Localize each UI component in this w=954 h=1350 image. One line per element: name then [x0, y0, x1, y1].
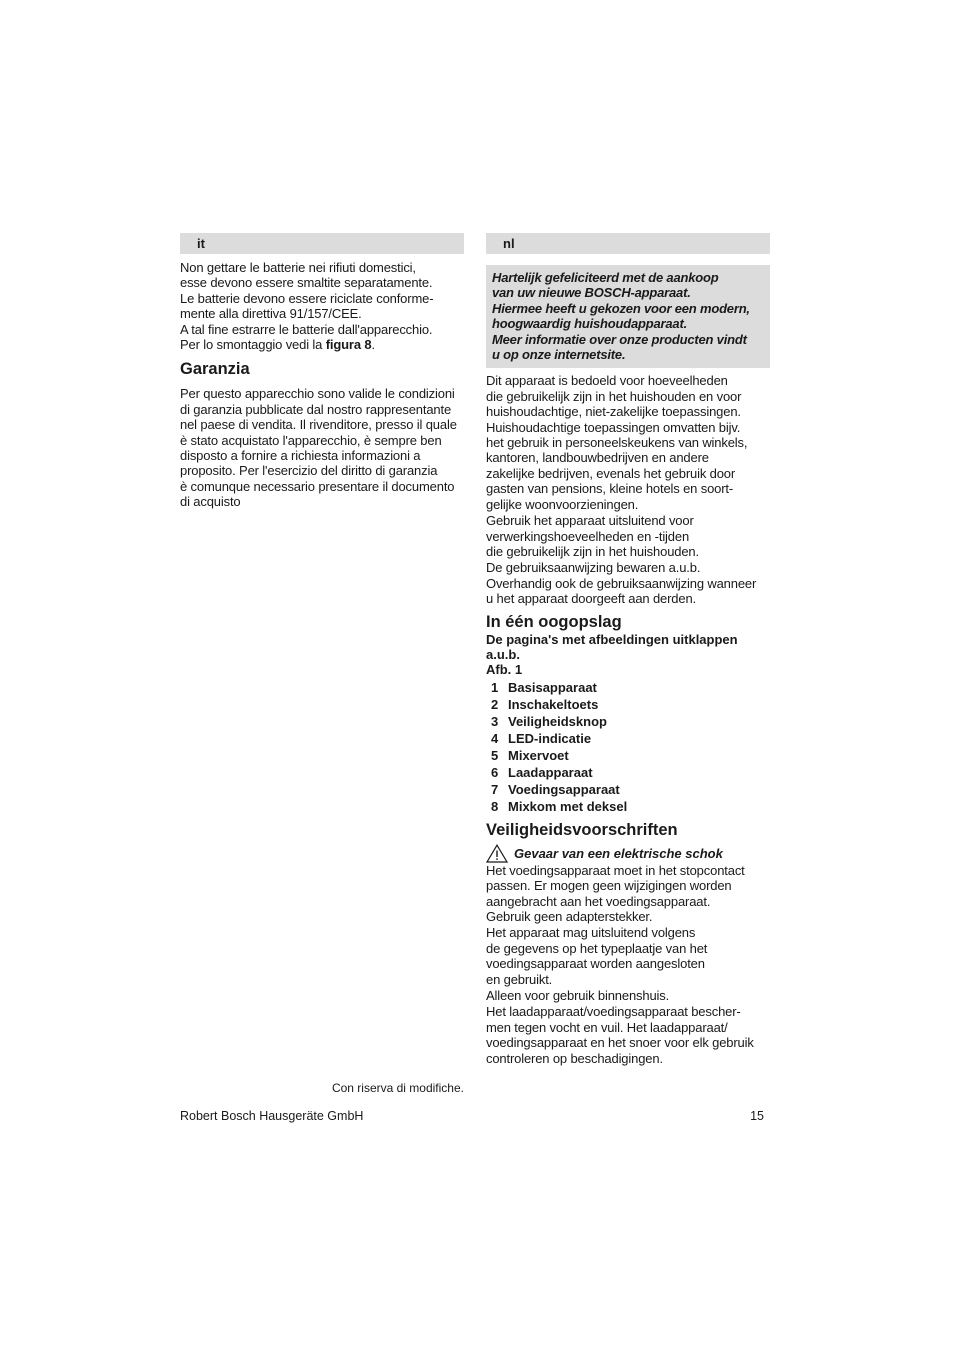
- battery-disposal-text: [180, 260, 464, 352]
- electric-shock-warning: Gevaar van een elektrische schok: [514, 845, 723, 861]
- list-item: [486, 679, 770, 696]
- battery-disposal-body: Non gettare le batterie nei rifiuti domestici, esse devono essere smaltite separatamente. Le batterie devono essere riciclate conforme- mente alla direttiva 91/157/CEE. A tal fine estrarre le batterie dall'apparecchio.: [180, 260, 434, 337]
- list-item: [486, 696, 770, 713]
- disassembly-suffix: .: [371, 337, 375, 353]
- reservation-note: Con riserva di modifiche.: [331, 1081, 464, 1095]
- overview-heading: In één oogopslag: [486, 612, 622, 631]
- list-item: [486, 781, 770, 798]
- item-label: Veiligheidsknop: [508, 713, 607, 729]
- item-number: 1: [491, 679, 499, 695]
- item-number: 6: [491, 764, 499, 780]
- intended-use-text: Dit apparaat is bedoeld voor hoeveelheden die gebruikelijk zijn in het huishouden en voor huishoudachtige, niet-zakelijke toepassingen. Huishoudachtige toepassingen omvatten bijv. het gebruik in personeelskeukens van winkels, kantoren, landbouwbedrijven en andere zakelijke bedrijven, evenals het gebruik door gasten van pensions, kleine hotels en soort- gelijke woonvoorzieningen.: [486, 373, 748, 512]
- company-name: Robert Bosch Hausgeräte GmbH: [180, 1109, 364, 1123]
- item-number: 7: [491, 781, 499, 797]
- item-number: 5: [491, 747, 499, 763]
- warranty-heading: Garanzia: [180, 360, 250, 379]
- language-bar-nl: nl: [486, 233, 770, 254]
- dutch-column: [486, 233, 770, 1066]
- safety-heading: Veiligheidsvoorschriften: [486, 820, 678, 839]
- item-number: 2: [491, 696, 499, 712]
- moisture-protection-text: Het laadapparaat/voedingsapparaat bescher- men tegen vocht en vuil. Het laadapparaat/ voedingsapparaat en het snoer voor elk gebruik controleren op beschadigingen.: [486, 1004, 754, 1066]
- power-supply-text: Het voedingsapparaat moet in het stopcontact passen. Er mogen geen wijzigingen worden aangebracht aan het voedingsapparaat. Gebruik geen adapterstekker.: [486, 862, 745, 924]
- indoor-use-text: Alleen voor gebruik binnenshuis.: [486, 988, 670, 1003]
- figure-reference: figura 8: [325, 337, 372, 353]
- connection-text: Het apparaat mag uitsluitend volgens de gegevens op het typeplaatje van het voedingsapparaat worden aangesloten en gebruikt.: [486, 925, 708, 987]
- usage-limit-text: Gebruik het apparaat uitsluitend voor verwerkingshoeveelheden en -tijden die gebruikelijk zijn in het huishouden.: [486, 513, 699, 559]
- language-bar-it: it: [180, 233, 464, 254]
- item-label: LED-indicatie: [508, 730, 592, 746]
- item-label: Laadapparaat: [508, 764, 593, 780]
- list-item: [486, 713, 770, 730]
- disassembly-prefix: Per lo smontaggio vedi la: [180, 337, 326, 353]
- item-number: 3: [491, 713, 499, 729]
- intro-box: Hartelijk gefeliciteerd met de aankoop van uw nieuwe BOSCH-apparaat. Hiermee heeft u gekozen voor een modern, hoogwaardig huishoudapparaat. Meer informatie over onze producten vindt u op onze internetsite.: [486, 265, 770, 368]
- warning-triangle-icon: [486, 844, 508, 863]
- item-label: Basisapparaat: [508, 679, 597, 695]
- figure-label: Afb. 1: [486, 662, 523, 678]
- warning-line: [486, 844, 770, 863]
- italian-column: [180, 233, 464, 510]
- item-number: 4: [491, 730, 499, 746]
- item-number: 8: [491, 798, 499, 814]
- list-item: [486, 730, 770, 747]
- fold-out-instruction: De pagina's met afbeeldingen uitklappen a.u.b.: [486, 631, 738, 662]
- item-label: Voedingsapparaat: [508, 781, 620, 797]
- list-item: [486, 747, 770, 764]
- item-label: Mixervoet: [508, 747, 569, 763]
- item-label: Inschakeltoets: [508, 696, 599, 712]
- parts-list: [486, 679, 770, 815]
- item-label: Mixkom met deksel: [508, 798, 628, 814]
- keep-manual-text: De gebruiksaanwijzing bewaren a.u.b. Overhandig ook de gebruiksaanwijzing wanneer u het apparaat doorgeeft aan derden.: [486, 560, 757, 607]
- list-item: [486, 798, 770, 815]
- list-item: [486, 764, 770, 781]
- warranty-text: Per questo apparecchio sono valide le condizioni di garanzia pubblicate dal nostro rappresentante nel paese di vendita. Il rivenditore, presso il quale è stato acquistato l'apparecchio, è sempre ben disposto a fornire a richiesta informazioni a proposito. Per l'esercizio del diritto di garanzia è comunque necessario presentare il documento di acquisto: [180, 386, 457, 510]
- page-number: 15: [750, 1109, 764, 1123]
